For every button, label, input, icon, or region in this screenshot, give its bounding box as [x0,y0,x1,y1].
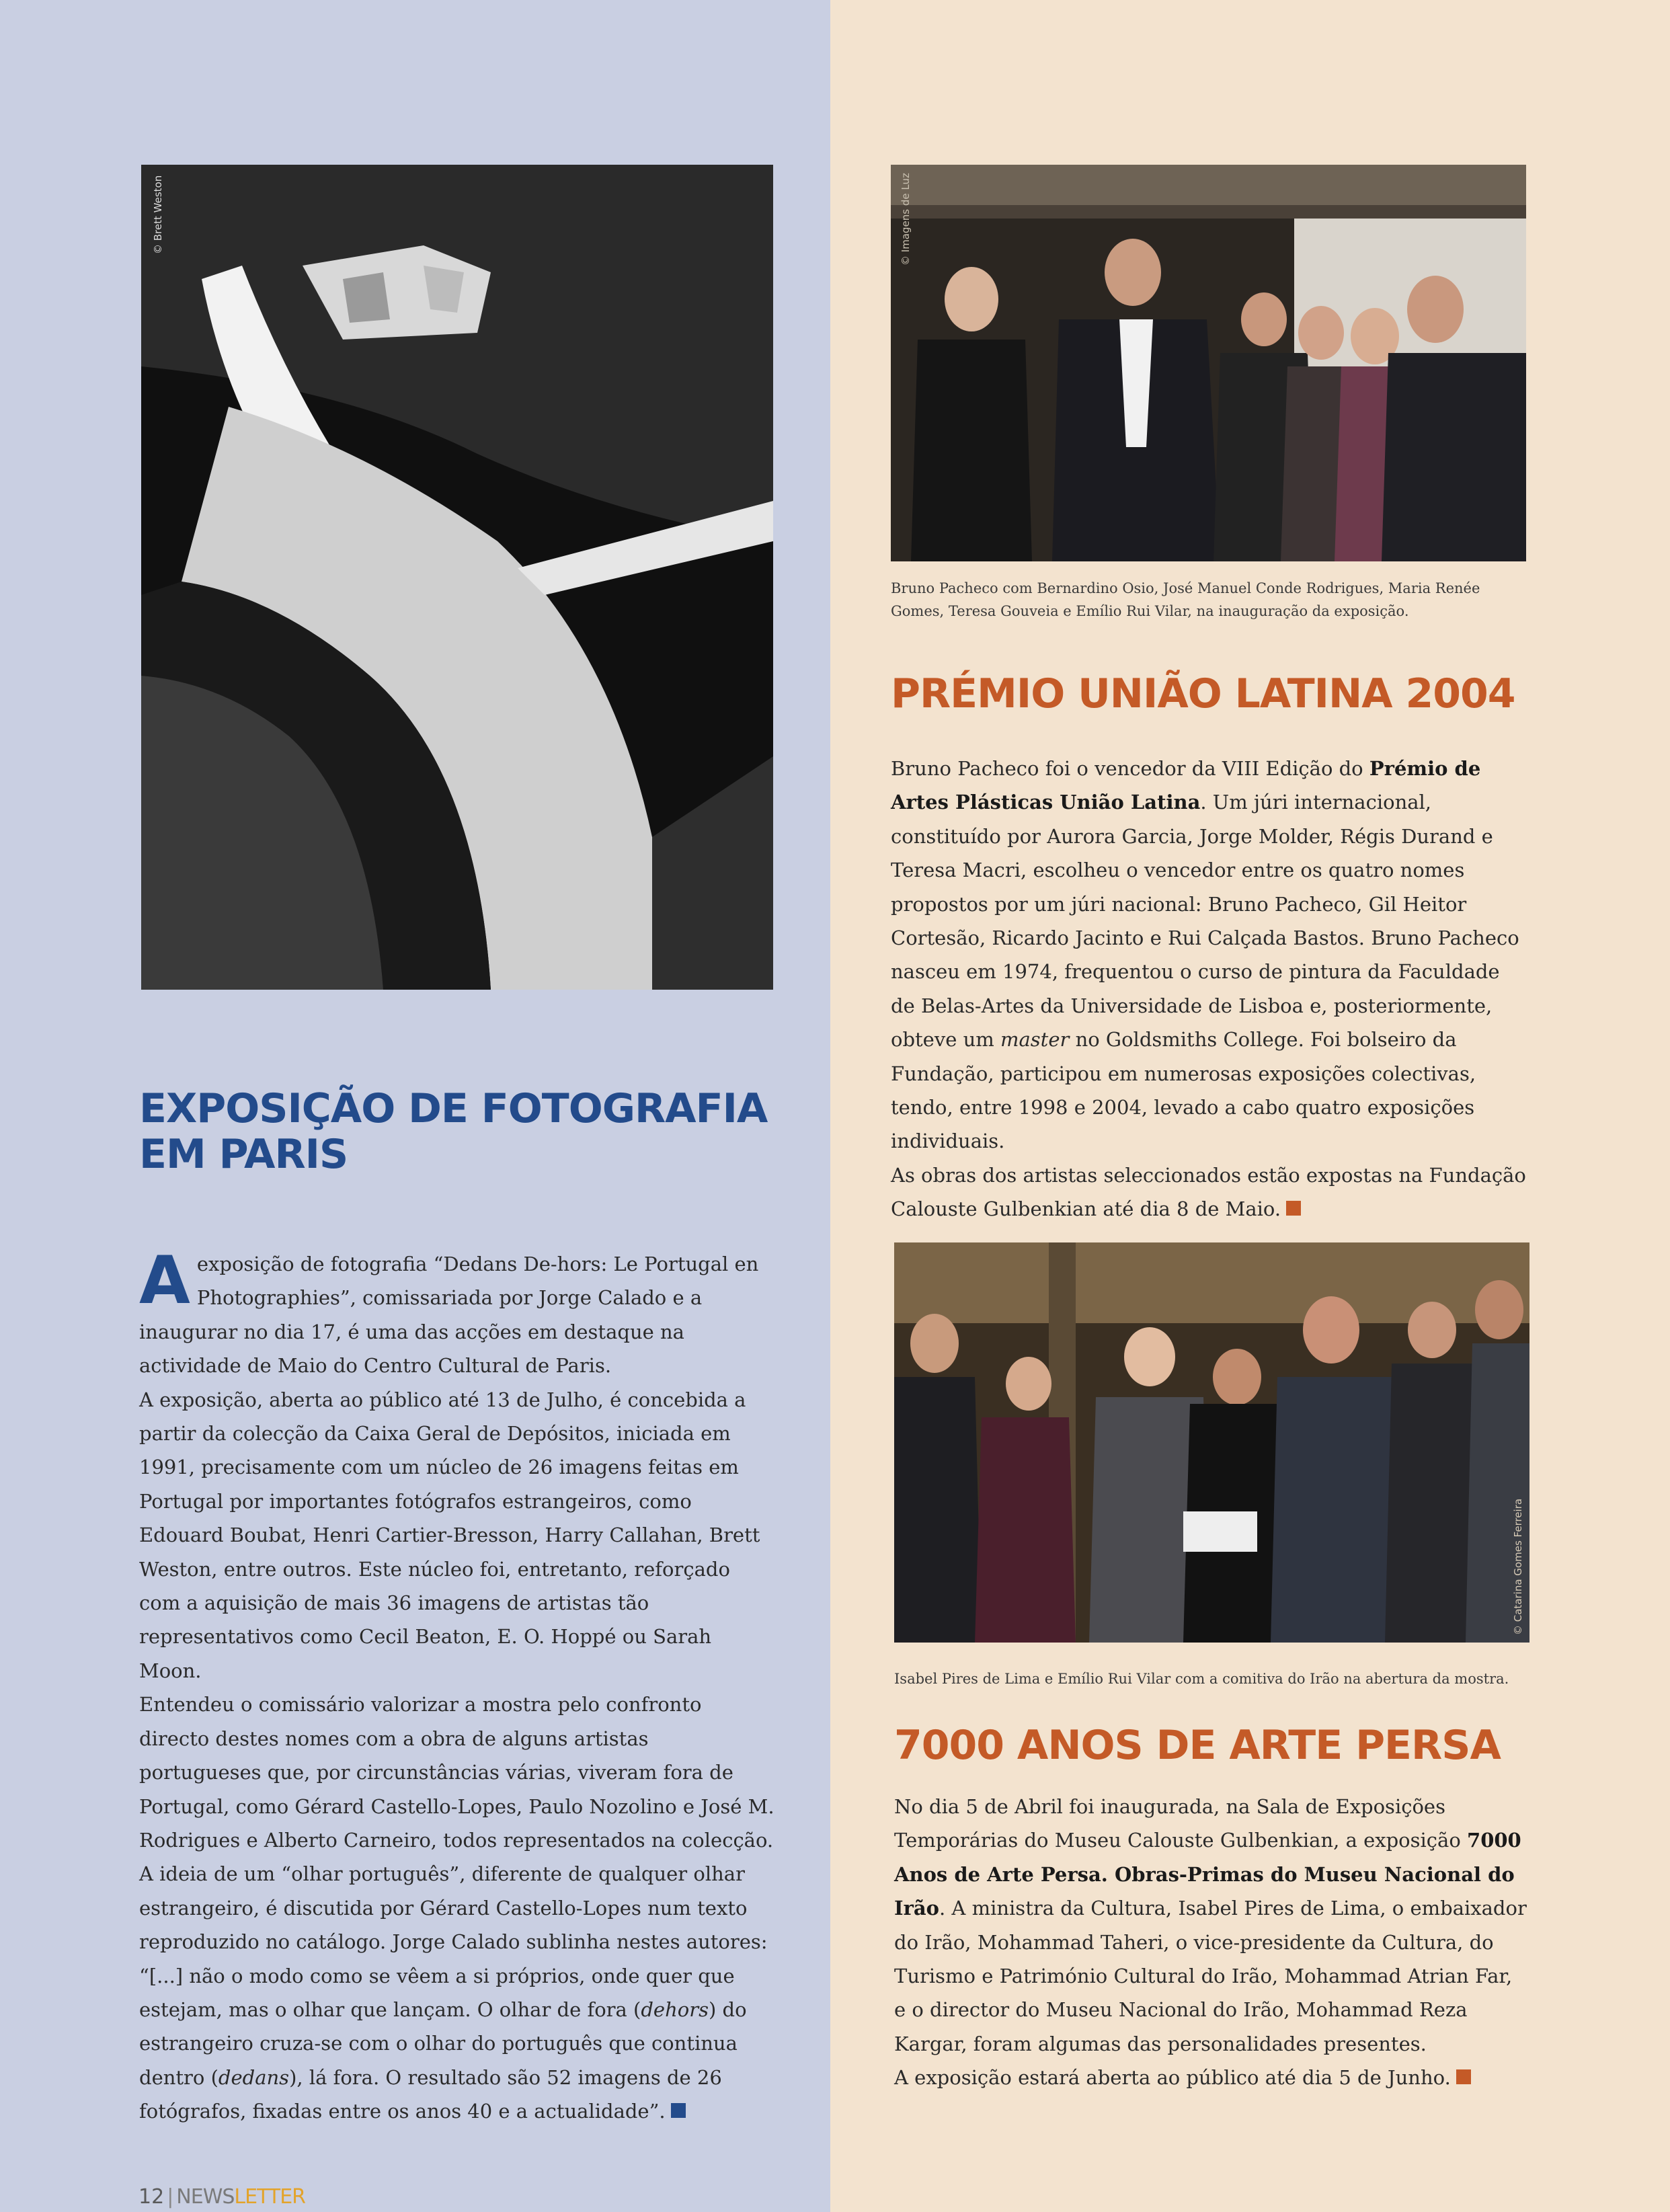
body-left-p4-a: A ideia de um “olhar português”, diferente de qualquer olhar estrangeiro, é discutida por Gérard Castello-Lopes num texto reproduzido no catálogo. Jorge Calado sublinha nestes autores: “[...] não o modo como se vêem a si próprios, onde quer que estejam, mas o olhar que lançam. O olhar de fora ( [139,1862,768,2021]
body-premio-text-c: no Goldsmiths College. Foi bolseiro da Fundação, participou em numerosas exposições colectivas, tendo, entre 1998 e 2004, levado a cabo quatro exposições individuais. [891,1028,1476,1153]
photo-persian-delegation [894,1242,1529,1643]
caption-bottom: Isabel Pires de Lima e Emílio Rui Vilar com a comitiva do Irão na abertura da mostra. [894,1671,1509,1687]
body-premio-text-p2: As obras dos artistas seleccionados estão expostas na Fundação Calouste Gulbenkian até dia 8 de Maio. [891,1163,1526,1221]
dropcap-letter: A [139,1242,190,1319]
body-7000-anos-arte-persa [894,1790,1529,2095]
end-of-article-mark [1286,1201,1301,1216]
body-left-p4-italic-1: dehors [641,1998,709,2021]
photo-credit-imagens-de-luz: © Imagens de Luz [900,173,912,266]
photo-credit-brett-weston: © Brett Weston [152,175,164,254]
photo-credit-catarina-gomes-ferreira: © Catarina Gomes Ferreira [1512,1498,1524,1635]
photo-landscape-bw [141,165,773,990]
photo-exhibition-opening [891,165,1526,561]
body-left-p4-b: ) do estrangeiro cruza-se com o olhar do português que continua dentro ( [139,1998,747,2089]
body-left-p4-c: ), lá fora. O resultado são 52 imagens de 26 fotógrafos, fixadas entre os anos 40 e a actualidade”. [139,2065,722,2123]
body-persa-text-b: . A ministra da Cultura, Isabel Pires de Lima, o embaixador do Irão, Mohammad Taheri, o vice-presidente da Cultura, do Turismo e Património Cultural do Irão, Mohammad Atrian Far, e o director do Museu Nacional do Irão, Mohammad Reza Kargar, foram algumas das personalidades presentes. [894,1897,1527,2055]
page-number: 12 [138,2185,165,2209]
body-left-intro: exposição de fotografia “Dedans De-hors: Le Portugal en Photographies”, comissariada por Jorge Calado e a inaugurar no dia 17, é uma das acções em destaque na actividade de Maio do Centro Cultural de Paris. [139,1253,759,1378]
body-left-p3: Entendeu o comissário valorizar a mostra pelo confronto directo destes nomes com a obra de alguns artistas portugueses que, por circunstâncias várias, viveram fora de Portugal, como Gérard Castello-Lopes, Paulo Nozolino e José M. Rodrigues e Alberto Carneiro, todos representados na colecção. [139,1693,774,1852]
body-persa-text-p2: A exposição estará aberta ao público até dia 5 de Junho. [894,2066,1451,2090]
body-left-p4-italic-2: dedans [218,2065,290,2089]
body-exposicao-fotografia-paris [139,1242,775,2129]
end-of-article-mark [1456,2069,1471,2084]
footer-brand-letter: LETTER [234,2185,305,2209]
body-premio-text-a: Bruno Pacheco foi o vencedor da VIII Edição do [891,757,1369,780]
exhibition-crowd-illustration [891,165,1526,561]
body-premio-text-italic: master [1000,1028,1070,1052]
headline-line-2: EM PARIS [139,1131,348,1178]
end-of-article-mark [671,2103,686,2118]
body-left-p2: A exposição, aberta ao público até 13 de Julho, é concebida a partir da colecção da Caixa Geral de Depósitos, iniciada em 1991, precisamente com um núcleo de 26 imagens feitas em Portugal por importantes fotógrafos estrangeiros, como Edouard Boubat, Henri Cartier-Bresson, Harry Callahan, Brett Weston, entre outros. Este núcleo foi, entretanto, reforçado com a aquisição de mais 36 imagens de artistas tão representativos como Cecil Beaton, E. O. Hoppé ou Sarah Moon. [139,1388,760,1682]
landscape-illustration [141,165,773,990]
body-persa-text-bold: 7000 Anos de Arte Persa. Obras-Primas do Museu Nacional do Irão [894,1829,1521,1920]
footer-brand-news: NEWS [176,2185,235,2209]
delegation-crowd-illustration [894,1242,1529,1643]
headline-premio-uniao-latina: PRÉMIO UNIÃO LATINA 2004 [891,670,1515,717]
page-footer [138,2185,305,2209]
body-persa-text-a: No dia 5 de Abril foi inaugurada, na Sala de Exposições Temporárias do Museu Calouste Gulbenkian, a exposição [894,1795,1468,1852]
body-premio-text-bold: Prémio de Artes Plásticas União Latina [891,757,1481,814]
headline-exposicao-fotografia-paris [139,1086,785,1177]
caption-top: Bruno Pacheco com Bernardino Osio, José Manuel Conde Rodrigues, Maria Renée Gomes, Teresa Gouveia e Emílio Rui Vilar, na inauguração da exposição. [891,580,1480,619]
body-premio-text-b: . Um júri internacional, constituído por Aurora Garcia, Jorge Molder, Régis Durand e Teresa Macri, escolheu o vencedor entre os quatro nomes propostos por um júri nacional: Bruno Pacheco, Gil Heitor Cortesão, Ricardo Jacinto e Rui Calçada Bastos. Bruno Pacheco nasceu em 1974, frequentou o curso de pintura da Faculdade de Belas-Artes da Universidade de Lisboa e, posteriormente, obteve um [891,791,1519,1052]
headline-line-1: EXPOSIÇÃO DE FOTOGRAFIA [139,1085,768,1132]
body-premio-uniao-latina [891,752,1526,1226]
headline-7000-anos-arte-persa: 7000 ANOS DE ARTE PERSA [894,1722,1501,1769]
footer-separator: | [167,2185,174,2209]
